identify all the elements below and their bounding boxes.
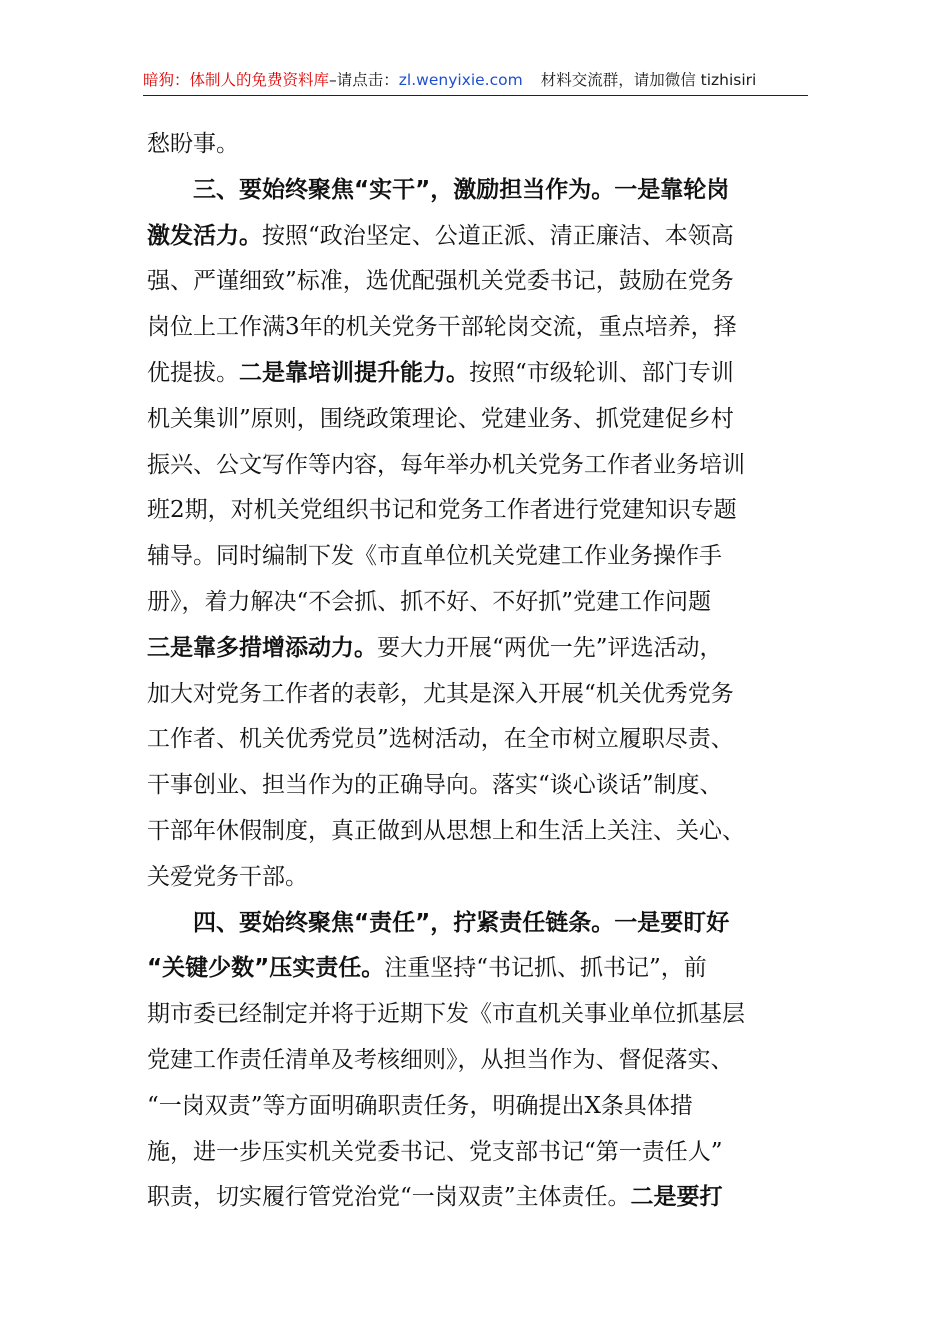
text-line: 优提拔。二是靠培训提升能力。按照“市级轮训、部门专训 [147,359,734,386]
text-line: 强、严谨细致”标准，选优配强机关党委书记，鼓励在党务 [147,268,734,295]
text-line: 干事创业、担当作为的正确导向。落实“谈心谈话”制度、 [147,772,723,799]
document-body [147,122,807,1221]
text-line: 册》，着力解决“不会抓、抓不好、不好抓”党建工作问题 [147,588,712,615]
section-heading-3: 三、要始终聚焦“实干”，激励担当作为。一是靠轮岗 [193,176,730,203]
text-line: 党建工作责任清单及考核细则》，从担当作为、督促落实、 [147,1046,734,1073]
text-line: 机关集训”原则，围绕政策理论、党建业务、抓党建促乡村 [147,405,734,432]
text-line: 工作者、机关优秀党员”选树活动，在全市树立履职尽责、 [147,726,734,753]
text-line: “一岗双责”等方面明确职责任务，明确提出X条具体措 [147,1092,693,1119]
text-line: 关爱党务干部。 [147,863,308,890]
text-line: 期市委已经制定并将于近期下发《市直机关事业单位抓基层 [147,1001,745,1028]
text-line: 加大对党务工作者的表彰，尤其是深入开展“机关优秀党务 [147,680,734,707]
text-line: 振兴、公文写作等内容，每年举办机关党务工作者业务培训 [147,451,745,478]
header-click-prompt: –请点击： [329,71,399,89]
text-line: 班2期，对机关党组织书记和党务工作者进行党建知识专题 [147,497,737,524]
text-line: 施，进一步压实机关党委书记、党支部书记“第一责任人” [147,1138,723,1165]
text-line: 干部年休假制度，真正做到从思想上和生活上关注、关心、 [147,817,745,844]
text-line: 激发活力。按照“政治坚定、公道正派、清正廉洁、本领高 [147,222,734,249]
text-line: 愁盼事。 [147,131,239,157]
section-heading-4: 四、要始终聚焦“责任”，拧紧责任链条。一是要盯好 [193,909,730,936]
header-site-name: 暗狗：体制人的免费资料库 [143,71,330,89]
header-contact: 材料交流群，请加微信 tizhisiri [540,71,757,89]
header-url-link[interactable]: zl.wenyixie.com [398,71,523,89]
text-line: 辅导。同时编制下发《市直单位机关党建工作业务操作手 [147,543,722,570]
text-line: “关键少数”压实责任。注重坚持“书记抓、抓书记”，前 [147,955,707,982]
page-header [143,66,808,94]
header-divider [143,95,808,96]
text-line: 三是靠多措增添动力。要大力开展“两优一先”评选活动， [147,634,723,661]
text-line: 职责，切实履行管党治党“一岗双责”主体责任。二是要打 [147,1184,723,1211]
text-line: 岗位上工作满3年的机关党务干部轮岗交流，重点培养，择 [147,314,737,341]
